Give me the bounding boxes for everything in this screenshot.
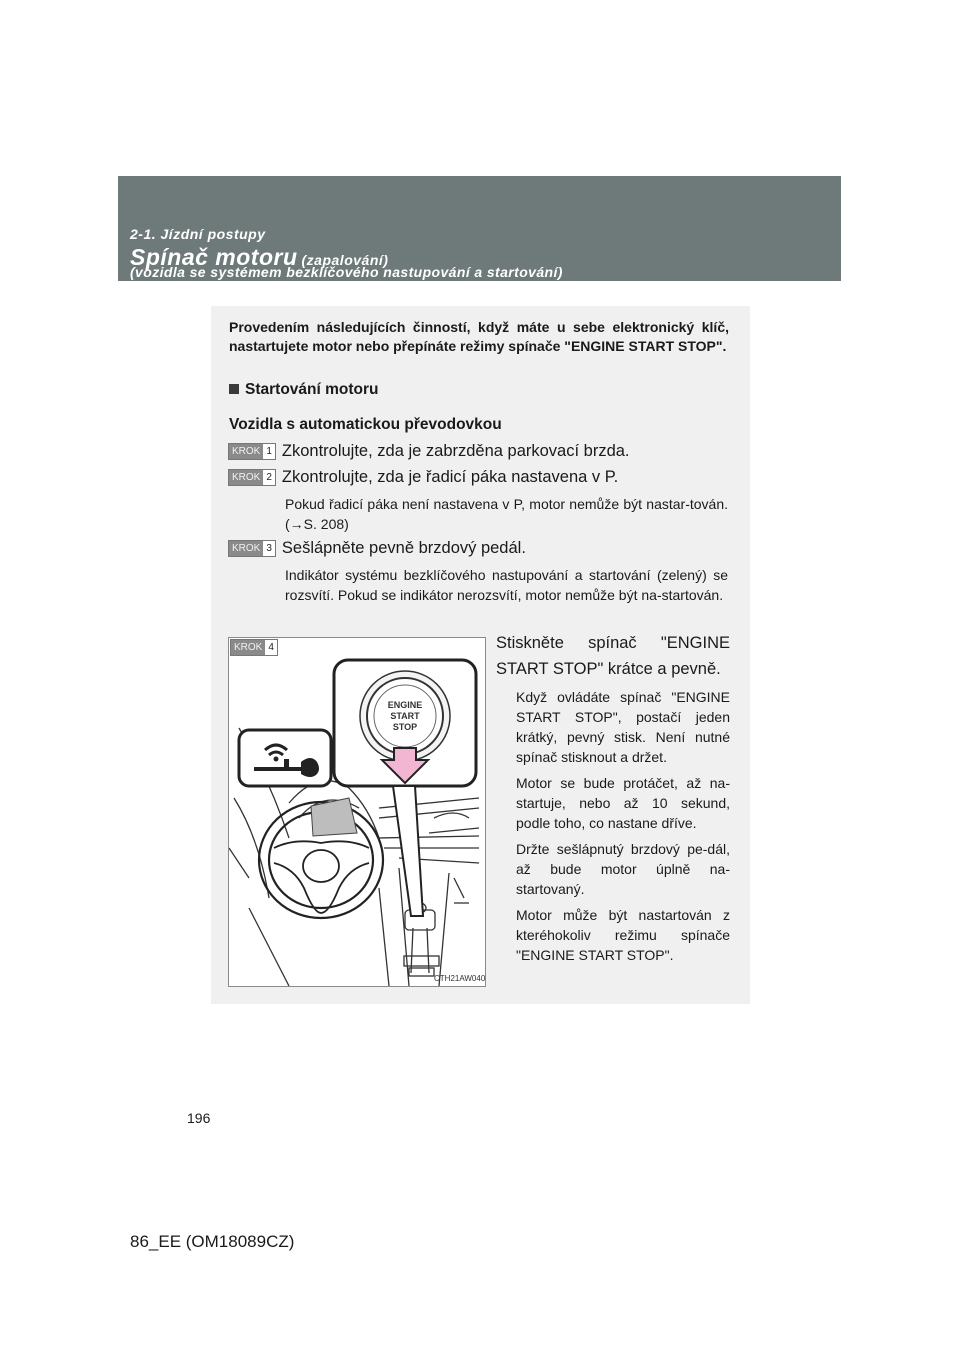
step-text: Zkontrolujte, zda je řadicí páka nastavena v P. xyxy=(281,468,619,486)
illustration-start-button xyxy=(228,637,486,987)
step-3 xyxy=(228,539,526,558)
dashboard-illustration xyxy=(229,638,485,986)
section-heading xyxy=(229,381,378,399)
krok-badge: KROK 3 xyxy=(228,540,276,557)
step-text: Zkontrolujte, zda je zabrzděna parkovací brzda. xyxy=(281,442,630,460)
step-4-note-4: Motor může být nastartován z kteréhokoliv režimu spínače "ENGINE START STOP". xyxy=(516,907,730,963)
title-main: Spínač motoru xyxy=(130,244,298,270)
button-line-1: ENGINE xyxy=(387,700,423,710)
figure-code: CTH21AW040 xyxy=(434,974,485,983)
title-sub: (zapalování) xyxy=(301,252,389,268)
step-4-text: Stiskněte spínač "ENGINE START STOP" krátce a pevně. xyxy=(496,634,730,678)
content-panel xyxy=(211,306,750,1004)
step-4-note-3: Držte sešlápnutý brzdový pe-dál, až bude motor úplně na-startovaný. xyxy=(516,841,730,897)
document-code: 86_EE (OM18089CZ) xyxy=(130,1232,295,1251)
step-text: Sešlápněte pevně brzdový pedál. xyxy=(281,539,526,557)
page-number: 196 xyxy=(187,1110,211,1126)
section-heading-text: Startování motoru xyxy=(245,381,379,398)
step-2 xyxy=(228,468,618,487)
step-2-note: Pokud řadicí páka není nastavena v P, motor nemůže být nastar-tován. (→S. 208) xyxy=(285,496,728,532)
button-line-3: STOP xyxy=(392,722,418,732)
step-4-badge xyxy=(230,639,284,657)
step-3-note: Indikátor systému bezklíčového nastupování a startování (zelený) se rozsvítí. Pokud se indikátor nerozsvítí, motor nemůže být na-startován. xyxy=(285,567,728,603)
button-line-2: START xyxy=(390,711,420,721)
krok-badge: KROK 1 xyxy=(228,443,276,460)
sub-heading: Vozidla s automatickou převodovkou xyxy=(229,416,502,433)
callout-pointer xyxy=(393,786,423,916)
step-4-note-2: Motor se bude protáčet, až na-startuje, nebo až 10 sekund, podle toho, co nastane dříve. xyxy=(516,775,730,831)
step-1 xyxy=(228,442,630,461)
krok-badge: KROK 2 xyxy=(228,469,276,486)
intro-text: Provedením následujících činností, když máte u sebe elektronický klíč, nastartujete motor nebo přepínáte režimy spínače "ENGINE START STOP". xyxy=(229,319,729,354)
bullet-square-icon xyxy=(229,384,239,394)
krok-badge: KROK 4 xyxy=(230,639,278,656)
page-subtitle: (vozidla se systémem bezklíčového nastupování a startování) xyxy=(130,264,563,280)
step-4-note-1: Když ovládáte spínač "ENGINE START STOP", postačí jeden krátký, pevný stisk. Není nutné spínač stisknout a držet. xyxy=(516,689,730,765)
section-label: 2-1. Jízdní postupy xyxy=(130,226,266,242)
chapter-header xyxy=(118,176,841,281)
